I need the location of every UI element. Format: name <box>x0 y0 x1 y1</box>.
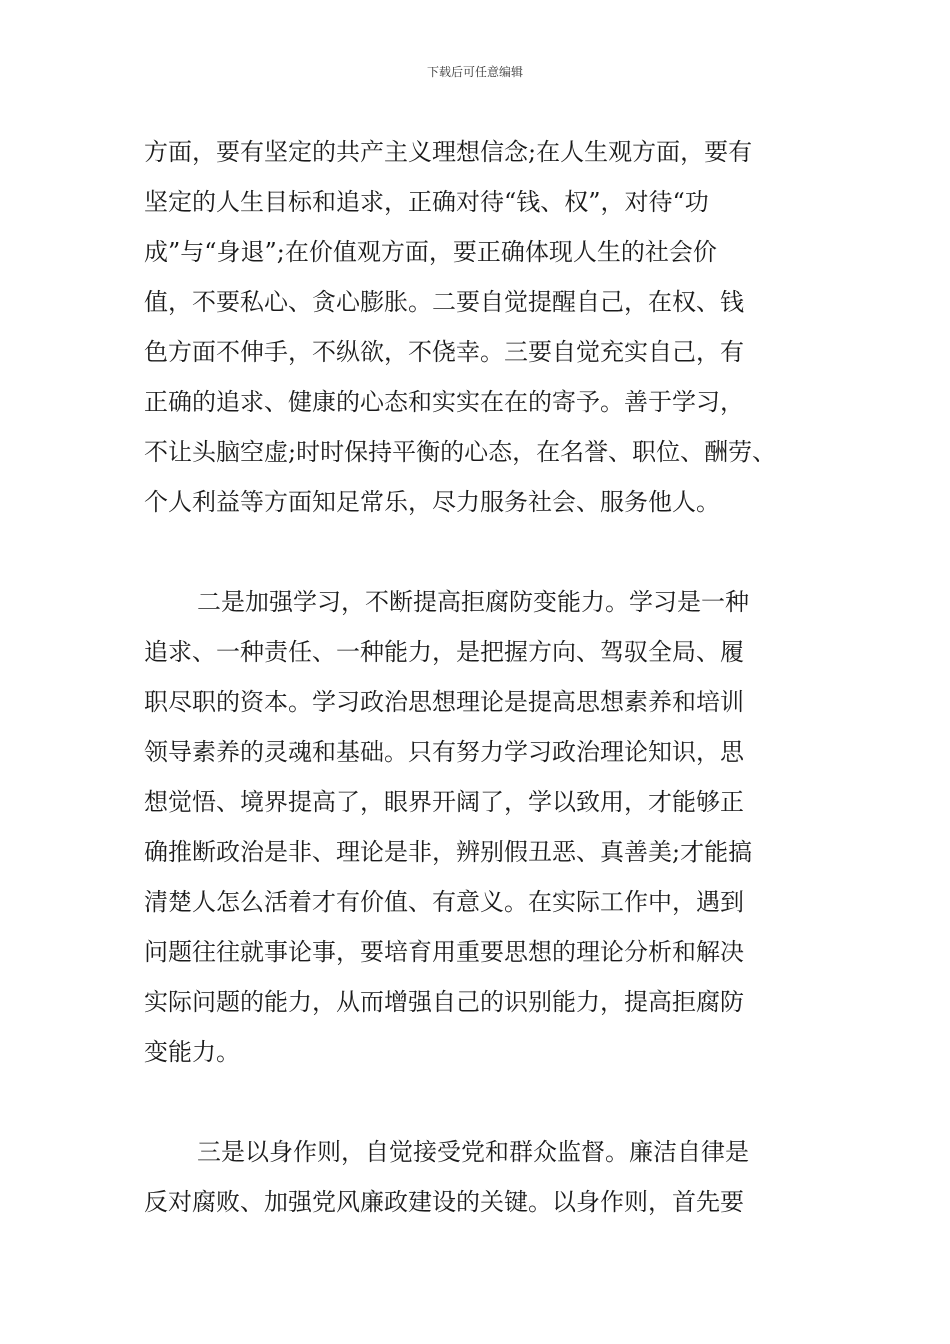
paragraph-spacer <box>144 527 834 577</box>
text-line: 反对腐败、加强党风廉政建设的关键。以身作则，首先要 <box>144 1188 744 1216</box>
paragraph-2 <box>144 577 834 1077</box>
text-line: 色方面不伸手，不纵欲，不侥幸。三要自觉充实自己，有 <box>144 338 744 366</box>
text-line: 实际问题的能力，从而增强自己的识别能力，提高拒腐防 <box>144 988 744 1016</box>
text-line: 正确的追求、健康的心态和实实在在的寄予。善于学习， <box>144 388 744 416</box>
page-header: 下载后可任意编辑 <box>426 65 523 79</box>
text-line: 领导素养的灵魂和基础。只有努力学习政治理论知识，思 <box>144 738 744 766</box>
text-line: 成”与“身退”;在价值观方面，要正确体现人生的社会价 <box>144 238 717 266</box>
paragraph-3 <box>144 1127 834 1227</box>
text-line: 问题往往就事论事，要培育用重要思想的理论分析和解决 <box>144 938 744 966</box>
text-line: 坚定的人生目标和追求，正确对待“钱、权”，对待“功 <box>144 188 709 216</box>
text-line: 确推断政治是非、理论是非，辨别假丑恶、真善美;才能搞 <box>144 838 753 866</box>
text-line-first: 二是加强学习，不断提高拒腐防变能力。学习是一种 <box>197 588 749 616</box>
text-line: 变能力。 <box>144 1038 240 1066</box>
text-line: 追求、一种责任、一种能力，是把握方向、驾驭全局、履 <box>144 638 744 666</box>
document-body <box>144 127 834 1227</box>
text-line: 清楚人怎么活着才有价值、有意义。在实际工作中，遇到 <box>144 888 744 916</box>
text-line: 不让头脑空虚;时时保持平衡的心态，在名誉、职位、酬劳、 <box>144 438 777 466</box>
text-line: 值，不要私心、贪心膨胀。二要自觉提醒自己，在权、钱 <box>144 288 744 316</box>
text-line: 个人利益等方面知足常乐，尽力服务社会、服务他人。 <box>144 488 720 516</box>
paragraph-1 <box>144 127 834 527</box>
text-line: 想觉悟、境界提高了，眼界开阔了，学以致用，才能够正 <box>144 788 744 816</box>
text-line: 职尽职的资本。学习政治思想理论是提高思想素养和培训 <box>144 688 744 716</box>
text-line-first: 三是以身作则，自觉接受党和群众监督。廉洁自律是 <box>197 1138 749 1166</box>
paragraph-spacer <box>144 1077 834 1127</box>
text-line: 方面，要有坚定的共产主义理想信念;在人生观方面，要有 <box>144 138 753 166</box>
